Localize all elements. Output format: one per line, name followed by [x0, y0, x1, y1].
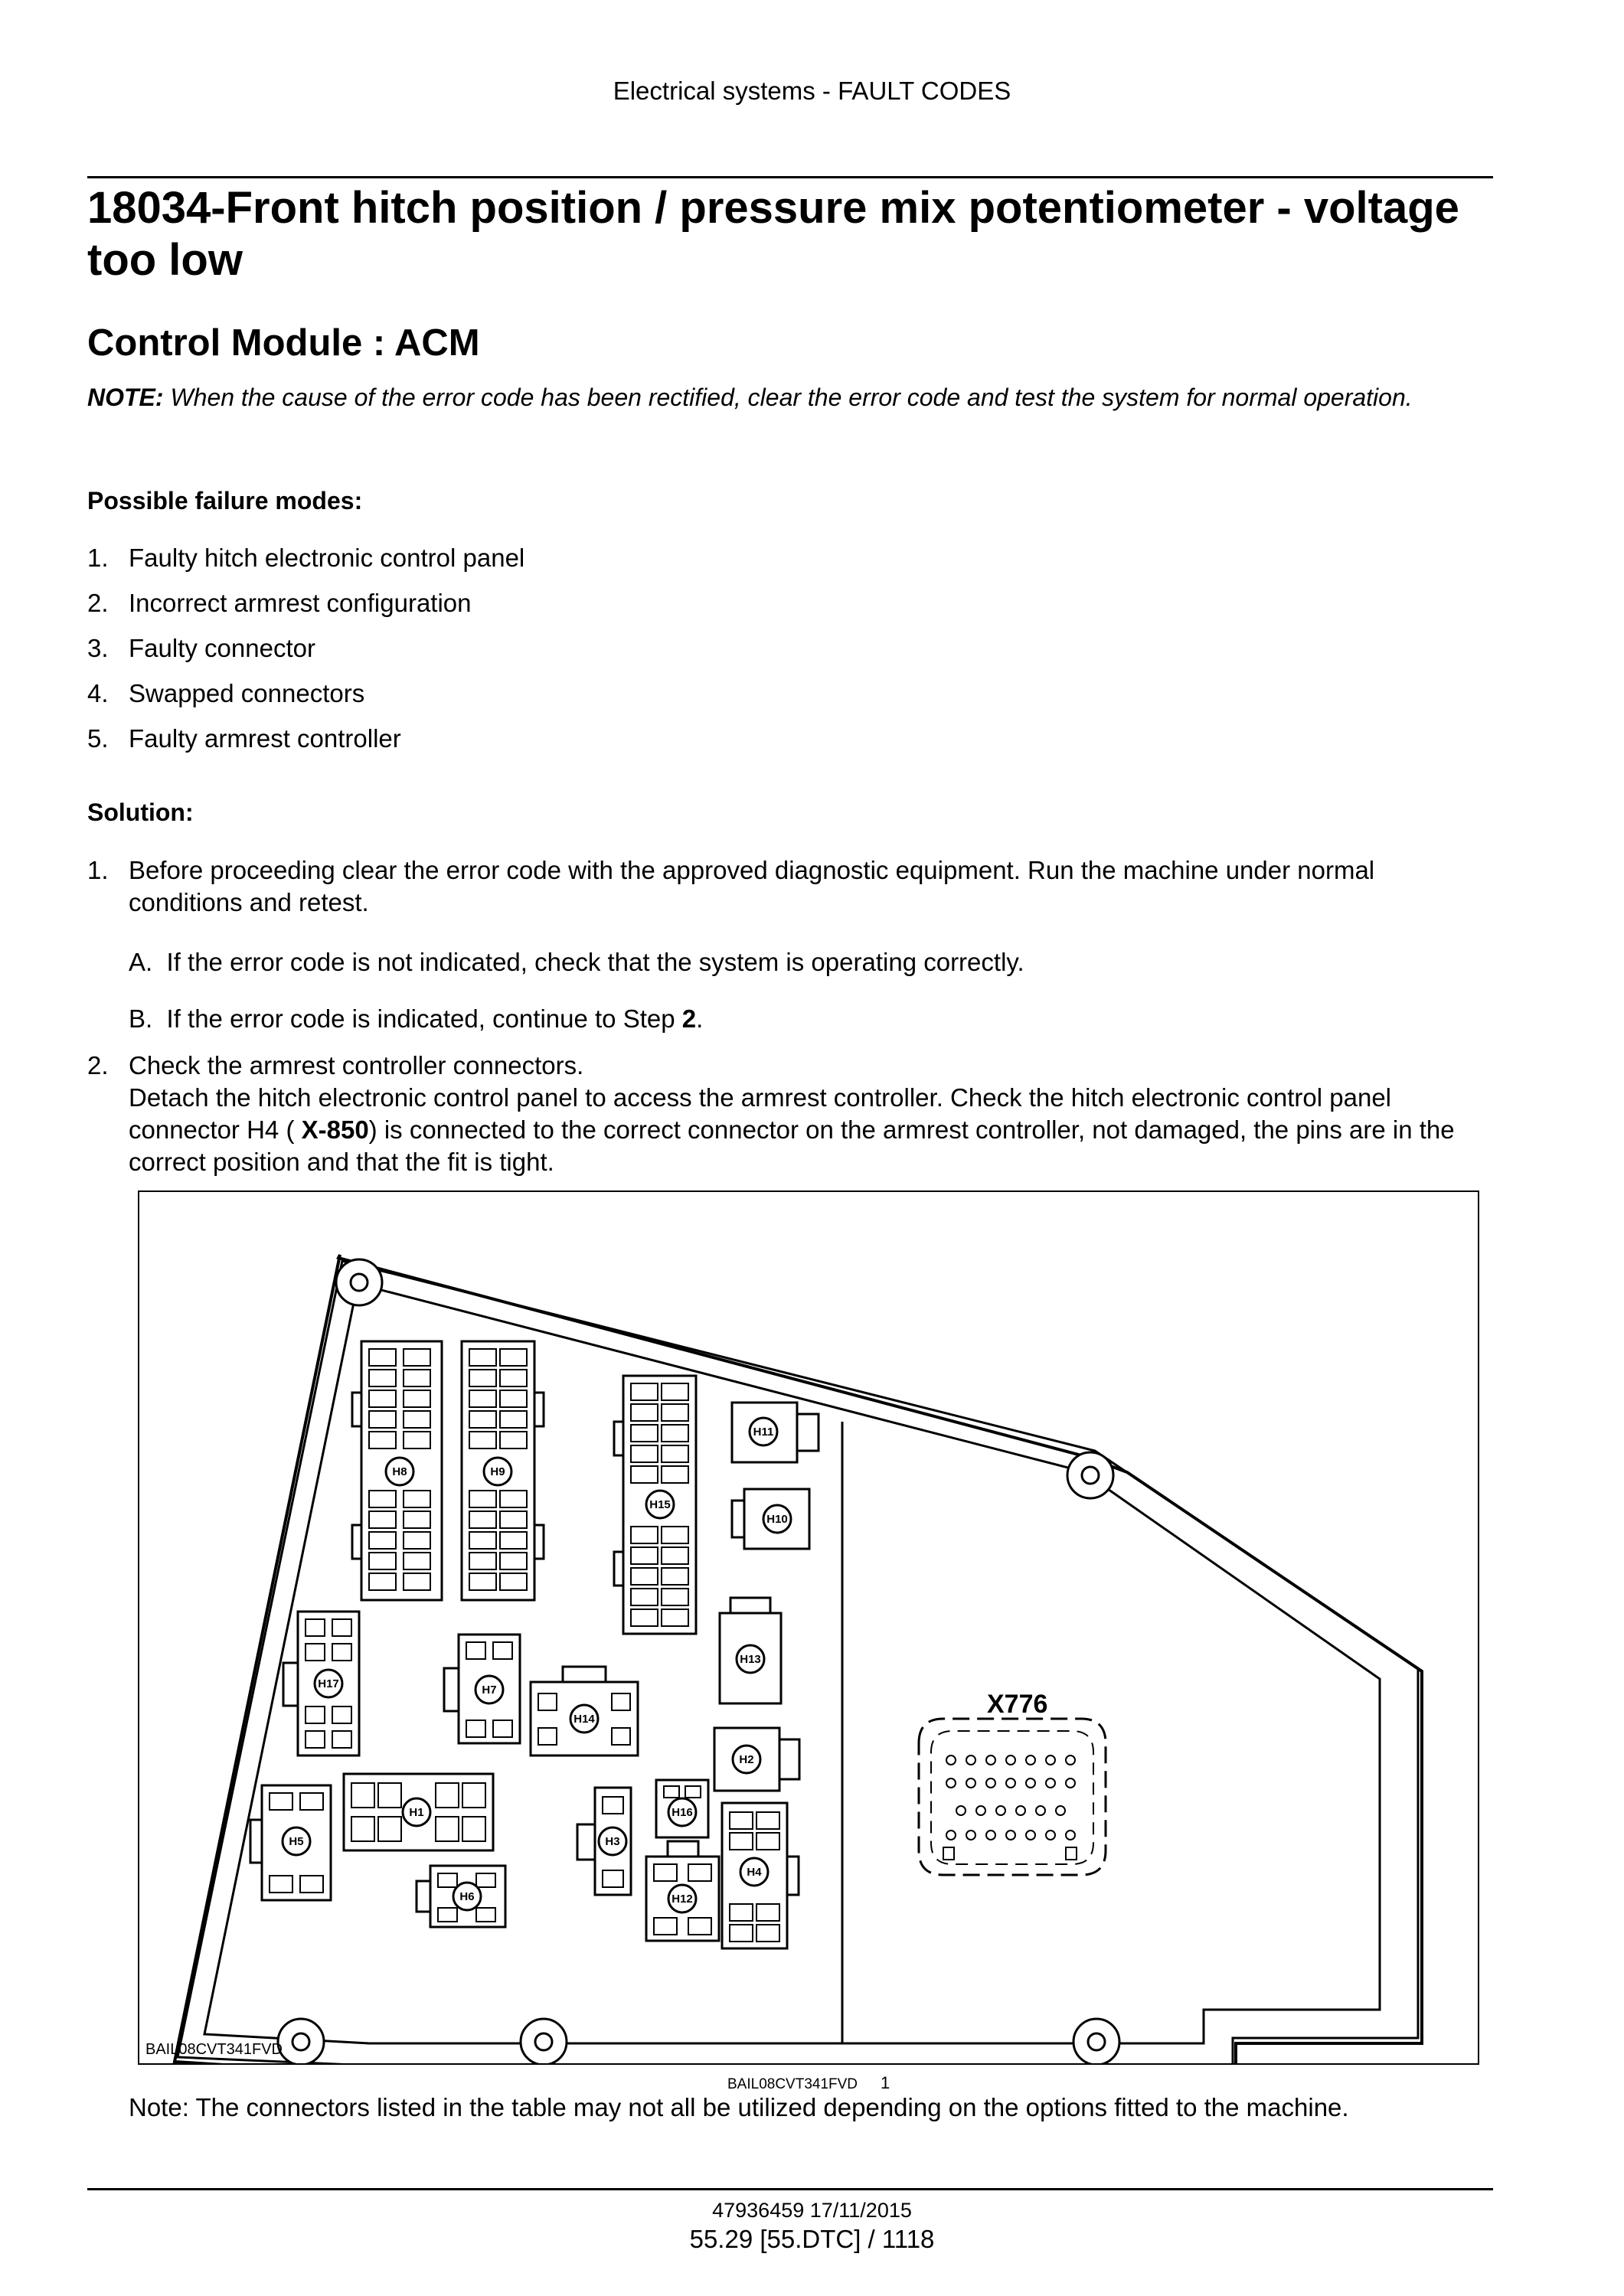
option-text: If the error code is indicated, continue to Step	[166, 1004, 682, 1033]
failure-modes-heading: Possible failure modes:	[87, 487, 363, 514]
connector-pin-grids	[270, 1349, 779, 1942]
failure-mode-item	[87, 678, 364, 710]
step-reference: 2	[681, 1004, 697, 1033]
item-number: 5.	[87, 724, 109, 753]
connector-label-h1: H1	[409, 1806, 424, 1819]
option-text-end: .	[696, 1004, 704, 1033]
figure-caption-code: BAIL08CVT341FVD	[727, 2076, 858, 2092]
connector-label-h16: H16	[671, 1806, 693, 1819]
connector-label-h7: H7	[482, 1684, 497, 1697]
step-text	[129, 1050, 1493, 1178]
connector-reference: X-850	[301, 1115, 369, 1144]
option-text: If the error code is not indicated, check that the system is operating correctly.	[166, 948, 1024, 976]
x776-connector	[919, 1719, 1106, 1875]
x776-label: X776	[987, 1690, 1048, 1719]
connector-label-h9: H9	[490, 1465, 505, 1478]
header-rule	[87, 176, 1493, 178]
figure-number: 1	[881, 2073, 890, 2092]
note-text: When the cause of the error code has been rectified, clear the error code and test the system for normal operation.	[170, 384, 1413, 411]
failure-mode-item	[87, 587, 472, 619]
connector-label-h17: H17	[318, 1677, 339, 1690]
connector-label-h3: H3	[605, 1835, 620, 1848]
failure-mode-item	[87, 632, 315, 665]
figure-code-inside: BAIL08CVT341FVD	[145, 2041, 283, 2058]
connector-label-h5: H5	[289, 1835, 304, 1848]
failure-mode-item	[87, 723, 401, 755]
page-title: 18034-Front hitch position / pressure mix potentiometer - voltage too low	[87, 183, 1459, 285]
item-number: 1.	[87, 544, 109, 572]
connector-label-h14: H14	[573, 1713, 595, 1726]
item-text: Swapped connectors	[129, 679, 365, 707]
failure-mode-item	[87, 542, 524, 574]
armrest-controller-diagram	[139, 1192, 1478, 2063]
note-label: NOTE:	[87, 384, 164, 411]
item-number: 2.	[87, 589, 109, 617]
option-label: A.	[129, 948, 153, 976]
solution-heading: Solution:	[87, 799, 194, 826]
option-label: B.	[129, 1004, 153, 1033]
footer-page-number: 55.29 [55.DTC] / 1118	[689, 2225, 935, 2253]
connector-label-h10: H10	[766, 1513, 788, 1526]
note-block	[87, 381, 1493, 413]
step-number: 2.	[87, 1051, 109, 1079]
footer-rule	[87, 2188, 1493, 2190]
connector-label-h11: H11	[753, 1426, 774, 1439]
item-text: Faulty connector	[129, 634, 315, 662]
item-text: Faulty hitch electronic control panel	[129, 544, 525, 572]
step-detail: Detach the hitch electronic control panel to access the armrest controller. Check the hitch electronic control panel connector H4 (	[129, 1083, 1392, 1144]
item-text: Incorrect armrest configuration	[129, 589, 472, 617]
step-text: Before proceeding clear the error code with the approved diagnostic equipment. Run the machine under normal conditions and retest.	[129, 856, 1375, 916]
step-1-option-b	[129, 1003, 703, 1035]
step-number: 1.	[87, 856, 109, 884]
connector-label-h15: H15	[649, 1498, 671, 1511]
item-number: 4.	[87, 679, 109, 707]
connector-diagram-figure	[138, 1190, 1479, 2065]
step-first-line: Check the armrest controller connectors.	[129, 1051, 584, 1079]
step-1-option-a	[129, 946, 1024, 978]
connector-label-h12: H12	[671, 1893, 693, 1906]
connector-label-h2: H2	[739, 1753, 754, 1766]
control-module-heading: Control Module : ACM	[87, 322, 480, 364]
item-number: 3.	[87, 634, 109, 662]
footer-document-info: 47936459 17/11/2015	[712, 2199, 912, 2222]
running-header: Electrical systems - FAULT CODES	[613, 77, 1011, 105]
connector-availability-note: Note: The connectors listed in the table may not all be utilized depending on the options fitted to the machine.	[129, 2093, 1349, 2121]
figure-caption	[727, 2073, 890, 2093]
item-text: Faulty armrest controller	[129, 724, 401, 753]
step-detail-end: ) is connected to the correct connector on the armrest controller, not damaged, the pins are in the correct position and that the fit is tight.	[129, 1115, 1455, 1176]
solution-step-1	[87, 854, 1493, 919]
connector-label-h8: H8	[392, 1465, 407, 1478]
connector-label-h4: H4	[747, 1866, 762, 1879]
connector-label-h13: H13	[740, 1653, 761, 1666]
connector-label-h6: H6	[459, 1890, 475, 1903]
solution-step-2	[87, 1050, 1493, 1178]
